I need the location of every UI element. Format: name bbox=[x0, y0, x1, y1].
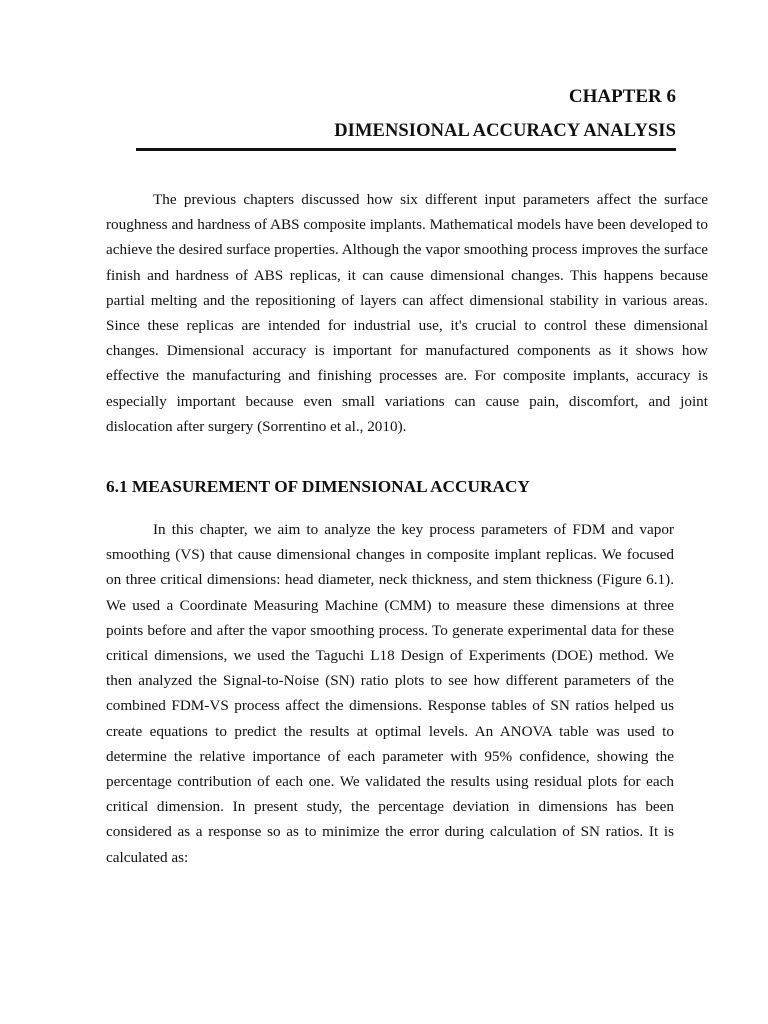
chapter-number: CHAPTER 6 bbox=[568, 86, 676, 107]
chapter-header bbox=[136, 84, 676, 144]
chapter-title-rule bbox=[136, 148, 676, 151]
chapter-title: DIMENSIONAL ACCURACY ANALYSIS bbox=[334, 121, 676, 141]
section-heading-6-1: 6.1 MEASUREMENT OF DIMENSIONAL ACCURACY bbox=[106, 477, 530, 496]
measurement-paragraph: In this chapter, we aim to analyze the key process parameters of FDM and vapor smoothing (VS) that cause dimensional changes in composite implant replicas. We focused on three critical dimensions: head diameter, neck thickness, and stem thickness (Figure 6.1). We used a Coordinate Measuring Machine (CMM) to measure these dimensions at three points before and after the vapor smoothing process. To generate experimental data for these critical dimensions, we used the Taguchi L18 Design of Experiments (DOE) method. We then analyzed the Signal-to-Noise (SN) ratio plots to see how different parameters of the combined FDM-VS process affect the dimensions. Response tables of SN ratios helped us create equations to predict the results at optimal levels. An ANOVA table was used to determine the relative importance of each parameter with 95% confidence, showing the percentage contribution of each one. We validated the results using residual plots for each critical dimension. In present study, the percentage deviation in dimensions has been considered as a response so as to minimize the error during calculation of SN ratios. It is calculated as: bbox=[106, 521, 674, 866]
intro-paragraph: The previous chapters discussed how six different input parameters affect the surface roughness and hardness of ABS composite implants. Mathematical models have been developed to achieve the desired surface properties. Although the vapor smoothing process improves the surface finish and hardness of ABS replicas, it can cause dimensional changes. This happens because partial melting and the repositioning of layers can affect dimensional stability in various areas. Since these replicas are intended for industrial use, it's crucial to control these dimensional changes. Dimensional accuracy is important for manufactured components as it shows how effective the manufacturing and finishing processes are. For composite implants, accuracy is especially important because even small variations can cause pain, discomfort, and joint dislocation after surgery (Sorrentino et al., 2010). bbox=[106, 191, 708, 435]
